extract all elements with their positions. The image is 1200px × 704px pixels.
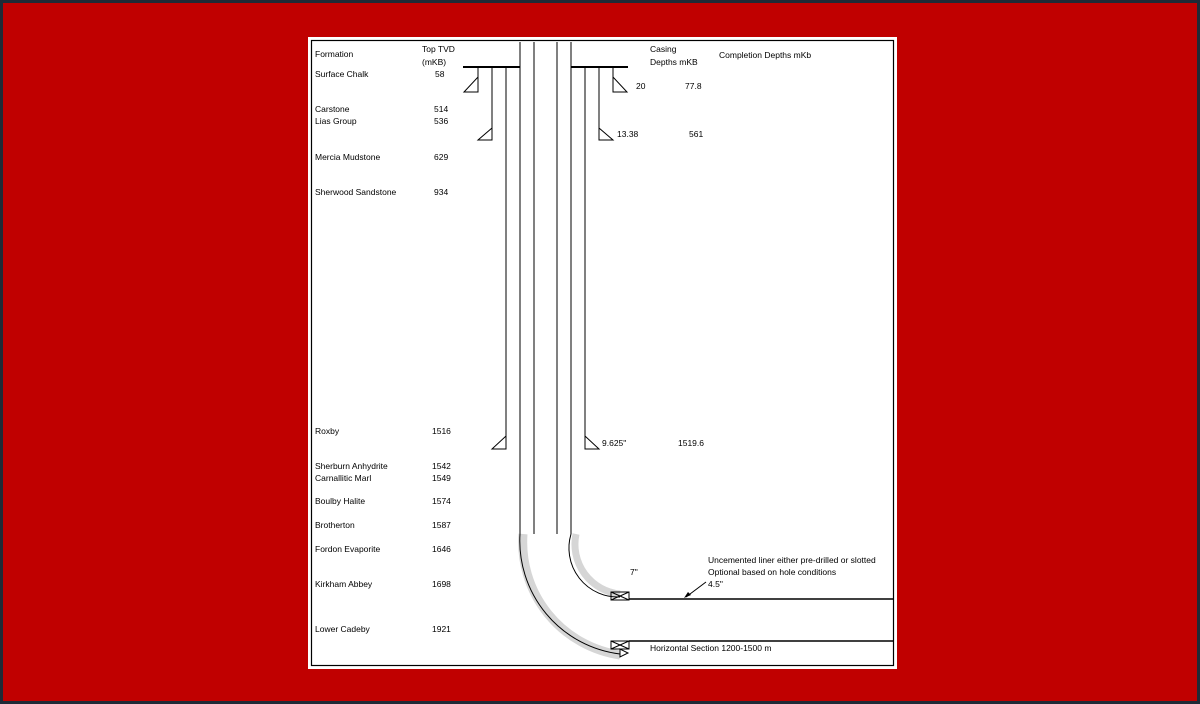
formation-depth: 1516	[432, 426, 451, 436]
header-casing-depths: Depths mKB	[650, 57, 698, 67]
formation-depth: 1646	[432, 544, 451, 554]
production-tubing	[520, 42, 571, 534]
liner-note-line2: Optional based on hole conditions	[708, 567, 837, 577]
formation-name: Carnallitic Marl	[315, 473, 372, 483]
formation-name: Fordon Evaporite	[315, 544, 381, 554]
formation-depth: 934	[434, 187, 449, 197]
formation-name: Sherwood Sandstone	[315, 187, 397, 197]
horizontal-section-label: Horizontal Section 1200-1500 m	[650, 643, 772, 653]
formation-list	[315, 69, 451, 634]
formation-name: Boulby Halite	[315, 496, 366, 506]
formation-depth: 1542	[432, 461, 451, 471]
casing-size: 13.38	[617, 129, 639, 139]
casing-9-625-string	[492, 67, 599, 449]
formation-name: Lias Group	[315, 116, 357, 126]
casing-size: 20	[636, 81, 646, 91]
header-completion-depths: Completion Depths mKb	[719, 50, 812, 60]
formation-depth: 1549	[432, 473, 451, 483]
well-schematic-diagram	[308, 37, 897, 669]
formation-depth: 1698	[432, 579, 451, 589]
casing-depth: 561	[689, 129, 704, 139]
casing-depth: 77.8	[685, 81, 702, 91]
casing-13-38-string	[478, 67, 613, 140]
casing-20-string	[464, 67, 627, 92]
liner-pointer-arrow	[684, 582, 706, 598]
header-top-tvd-unit: (mKB)	[422, 57, 447, 67]
slide-background	[3, 3, 1197, 701]
formation-depth: 58	[435, 69, 445, 79]
header-formation: Formation	[315, 49, 354, 59]
formation-depth: 536	[434, 116, 449, 126]
formation-name: Sherburn Anhydrite	[315, 461, 388, 471]
casing-depth-list	[602, 81, 704, 448]
formation-depth: 1574	[432, 496, 451, 506]
formation-name: Surface Chalk	[315, 69, 369, 79]
casing-depth: 1519.6	[678, 438, 704, 448]
formation-name: Mercia Mudstone	[315, 152, 381, 162]
header-top-tvd: Top TVD	[422, 44, 455, 54]
formation-depth: 629	[434, 152, 449, 162]
formation-name: Carstone	[315, 104, 350, 114]
well-schematic-panel	[308, 37, 897, 669]
formation-depth: 1587	[432, 520, 451, 530]
liner-size-label: 7"	[630, 567, 638, 577]
formation-name: Roxby	[315, 426, 340, 436]
casing-size: 9.625"	[602, 438, 627, 448]
tubing-size-label: 4.5"	[708, 579, 723, 589]
formation-name: Brotherton	[315, 520, 355, 530]
header-casing: Casing	[650, 44, 677, 54]
formation-depth: 514	[434, 104, 449, 114]
liner-cement-sheath	[575, 534, 620, 594]
lateral-cement-sheath	[523, 534, 620, 655]
liner-note-line1: Uncemented liner either pre-drilled or slotted	[708, 555, 876, 565]
formation-name: Kirkham Abbey	[315, 579, 373, 589]
formation-depth: 1921	[432, 624, 451, 634]
formation-name: Lower Cadeby	[315, 624, 370, 634]
